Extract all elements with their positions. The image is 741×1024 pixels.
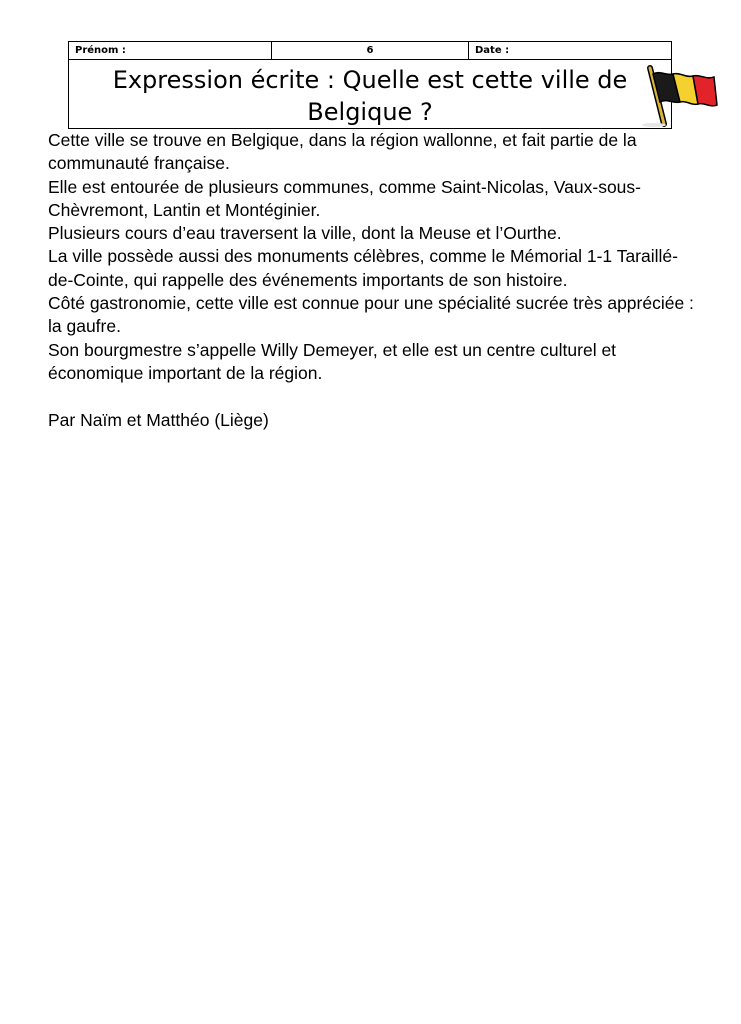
paragraph: Plusieurs cours d’eau traversent la ville, dont la Meuse et l’Ourthe. (48, 223, 562, 244)
page-title: Expression écrite : Quelle est cette ville de Belgique ? (112, 66, 628, 126)
worksheet-header (68, 41, 672, 129)
signature: Par Naïm et Matthéo (Liège) (48, 409, 269, 430)
belgian-flag-icon (640, 62, 720, 130)
worksheet-number: 6 (271, 42, 468, 59)
paragraph: Son bourgmestre s’appelle Willy Demeyer, et elle est un centre culturel et économique important de la région. (48, 339, 617, 383)
text-body (48, 129, 698, 432)
paragraph: Elle est entourée de plusieurs communes, comme Saint-Nicolas, Vaux-sous-Chèvremont, Lantin et Montéginier. (48, 176, 641, 220)
paragraph: Côté gastronomie, cette ville est connue pour une spécialité sucrée très appréciée : la gaufre. (48, 293, 694, 337)
prenom-label: Prénom : (75, 45, 126, 56)
info-row (69, 42, 671, 60)
date-label: Date : (468, 42, 671, 59)
paragraph: Cette ville se trouve en Belgique, dans la région wallonne, et fait partie de la communauté française. (48, 130, 637, 174)
paragraph: La ville possède aussi des monuments célèbres, comme le Mémorial 1-1 Taraillé-de-Cointe, qui rappelle des événements importants de son histoire. (48, 246, 678, 290)
